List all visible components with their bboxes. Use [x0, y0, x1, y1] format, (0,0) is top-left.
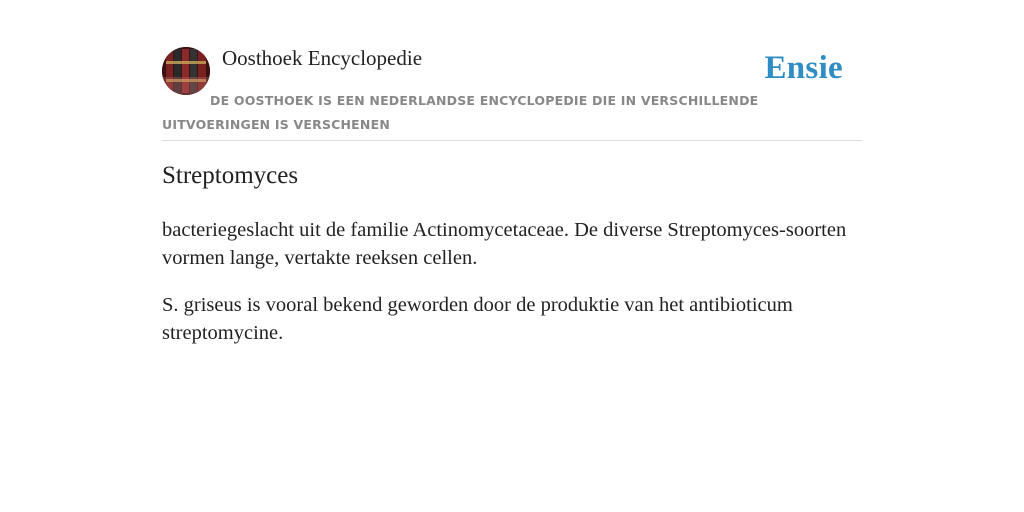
site-title[interactable]: Oosthoek Encyclopedie [222, 46, 423, 70]
article-title: Streptomyces [162, 162, 299, 189]
article-paragraph: S. griseus is vooral bekend geworden door de produktie van het antibioticum streptomycine. [162, 294, 793, 344]
encyclopedia-books-icon[interactable] [162, 47, 210, 95]
article-paragraph: bacteriegeslacht uit de familie Actinomycetaceae. De diverse Streptomyces-soorten vormen lange, vertakte reeksen cellen. [162, 219, 847, 269]
ensie-logo-link[interactable]: Ensie [764, 50, 843, 86]
site-header [162, 0, 862, 141]
site-subtitle: DE OOSTHOEK IS EEN NEDERLANDSE ENCYCLOPEDIE DIE IN VERSCHILLENDE UITVOERINGEN IS VERSCHENEN [162, 93, 759, 132]
page-container [162, 0, 862, 344]
